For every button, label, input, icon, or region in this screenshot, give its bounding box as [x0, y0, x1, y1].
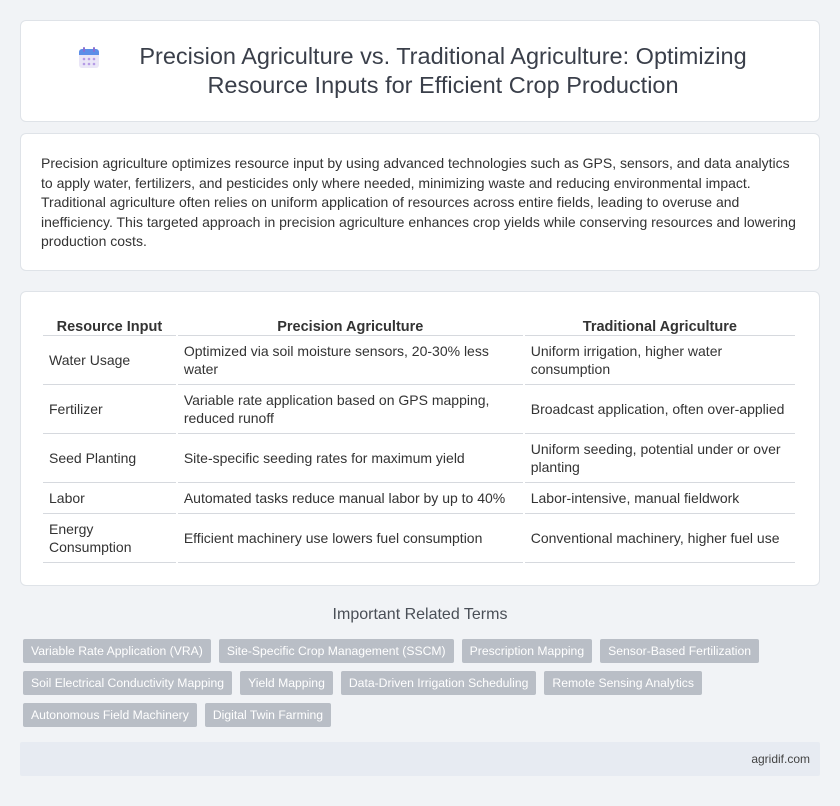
table-row — [43, 483, 795, 514]
title-card — [20, 20, 820, 122]
footer — [20, 742, 820, 776]
calendar-icon — [77, 46, 101, 70]
term-tag[interactable]: Variable Rate Application (VRA) — [23, 639, 211, 663]
term-row — [23, 703, 823, 727]
term-row — [23, 639, 823, 663]
table-cell: Uniform irrigation, higher water consumption — [525, 336, 795, 385]
table-row — [43, 385, 795, 434]
term-tag[interactable]: Yield Mapping — [240, 671, 333, 695]
term-tag[interactable]: Digital Twin Farming — [205, 703, 331, 727]
column-header-resource: Resource Input — [43, 310, 176, 336]
column-header-traditional: Traditional Agriculture — [525, 310, 795, 336]
intro-paragraph: Precision agriculture optimizes resource input by using advanced technologies such as GPS, sensors, and data analytics to apply water, fertilizers, and pesticides only where needed, minimizing waste and reducing environmental impact. Traditional agriculture often relies on uniform application of resources across entire fields, leading to overuse and inefficiency. This targeted approach in precision agriculture enhances crop yields while conserving resources and lowering production costs. — [41, 155, 796, 250]
table-cell: Automated tasks reduce manual labor by up to 40% — [178, 483, 523, 514]
table-cell: Labor-intensive, manual fieldwork — [525, 483, 795, 514]
table-row — [43, 514, 795, 563]
title-wrap — [47, 42, 793, 100]
intro-card — [20, 133, 820, 271]
column-header-precision: Precision Agriculture — [178, 310, 523, 336]
term-tag[interactable]: Data-Driven Irrigation Scheduling — [341, 671, 537, 695]
table-cell: Site-specific seeding rates for maximum yield — [178, 434, 523, 483]
related-terms-list — [23, 639, 823, 735]
term-tag[interactable]: Autonomous Field Machinery — [23, 703, 197, 727]
term-tag[interactable]: Site-Specific Crop Management (SSCM) — [219, 639, 454, 663]
term-tag[interactable]: Sensor-Based Fertilization — [600, 639, 759, 663]
table-cell: Optimized via soil moisture sensors, 20-30% less water — [178, 336, 523, 385]
term-tag[interactable]: Soil Electrical Conductivity Mapping — [23, 671, 232, 695]
table-cell: Variable rate application based on GPS mapping, reduced runoff — [178, 385, 523, 434]
table-header-row — [43, 310, 795, 336]
table-cell: Energy Consumption — [43, 514, 176, 563]
comparison-table-card — [20, 291, 820, 586]
term-tag[interactable]: Prescription Mapping — [462, 639, 592, 663]
term-tag[interactable]: Remote Sensing Analytics — [544, 671, 702, 695]
table-cell: Water Usage — [43, 336, 176, 385]
table-row — [43, 434, 795, 483]
table-cell: Efficient machinery use lowers fuel consumption — [178, 514, 523, 563]
table-row — [43, 336, 795, 385]
comparison-table — [41, 310, 797, 563]
table-cell: Uniform seeding, potential under or over planting — [525, 434, 795, 483]
table-cell: Fertilizer — [43, 385, 176, 434]
table-cell: Conventional machinery, higher fuel use — [525, 514, 795, 563]
related-terms-title: Important Related Terms — [332, 606, 508, 623]
page-title: Precision Agriculture vs. Traditional Agriculture: Optimizing Resource Inputs for Efficient Crop Production — [139, 43, 747, 98]
table-cell: Labor — [43, 483, 176, 514]
table-cell: Broadcast application, often over-applied — [525, 385, 795, 434]
term-row — [23, 671, 823, 695]
footer-site-link[interactable]: agridif.com — [751, 752, 810, 766]
table-cell: Seed Planting — [43, 434, 176, 483]
